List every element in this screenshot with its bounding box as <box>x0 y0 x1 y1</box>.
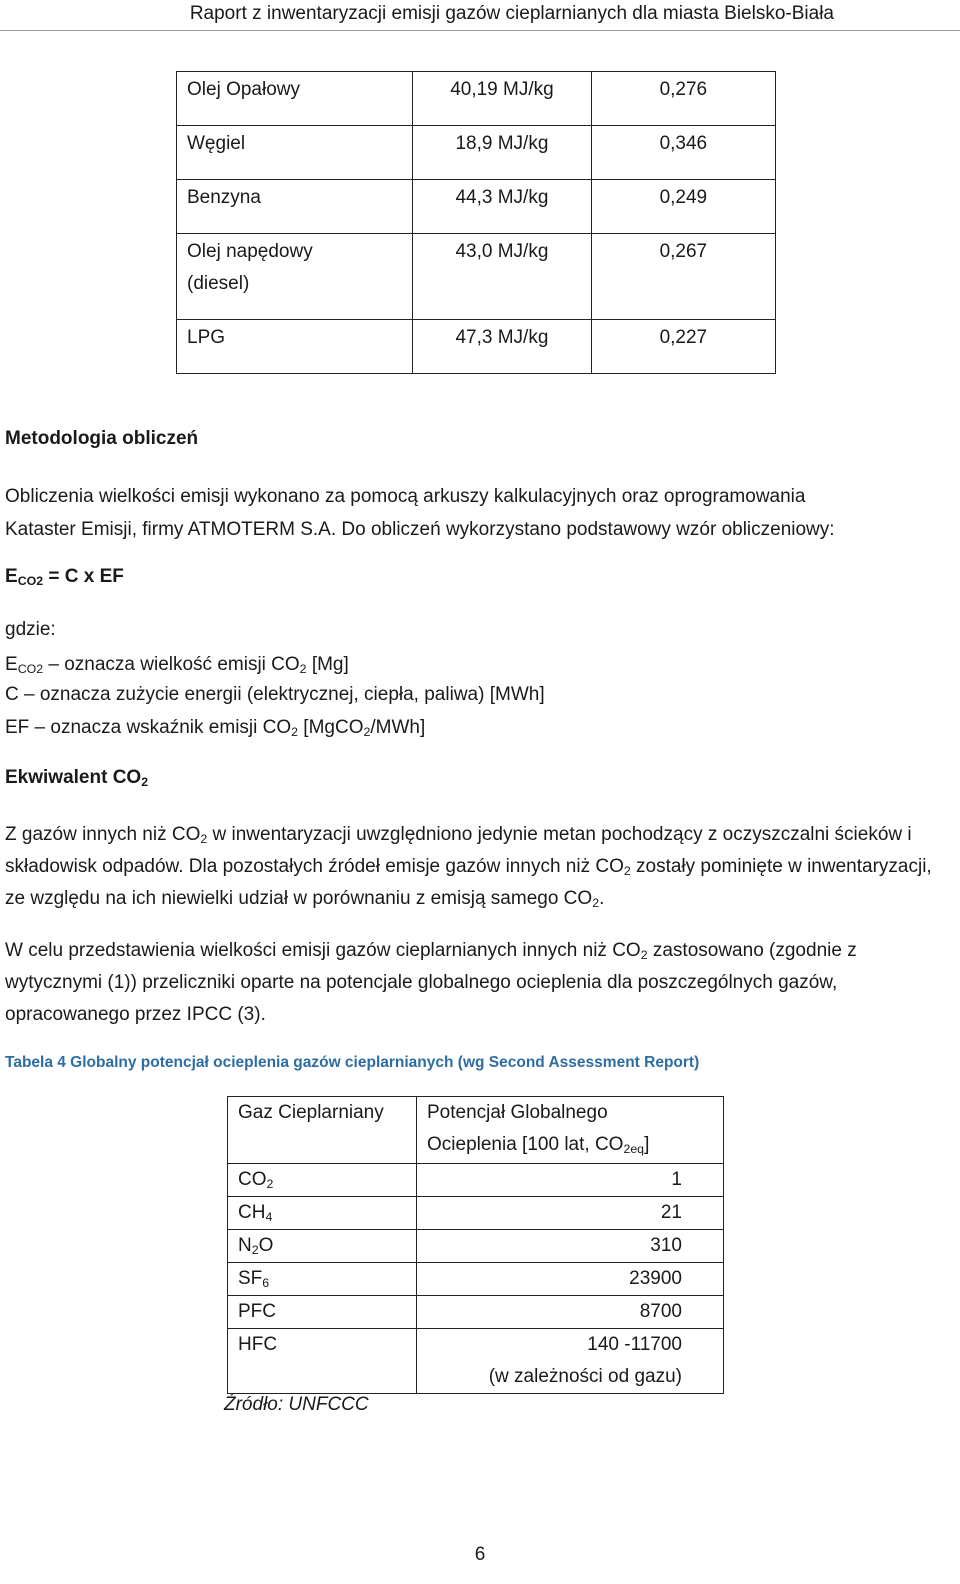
def3-sub: 2 <box>291 725 299 740</box>
gas-value: 310 <box>417 1230 724 1263</box>
fuel-calorific: 40,19 MJ/kg <box>413 72 592 126</box>
methodology-line1: Obliczenia wielkości emisji wykonano za pomocą arkuszy kalkulacyjnych oraz oprogramowania <box>5 486 806 507</box>
def1-sub: CO2 <box>17 662 44 677</box>
fuel-calorific: 47,3 MJ/kg <box>413 320 592 374</box>
formula-rest: = C x EF <box>43 566 124 587</box>
gas-value: 1 <box>417 1164 724 1197</box>
fuel-name-line2: (diesel) <box>187 273 250 294</box>
formula <box>5 566 124 588</box>
fuel-calorific: 44,3 MJ/kg <box>413 180 592 234</box>
fuel-factor: 0,346 <box>591 126 775 180</box>
methodology-line2: Kataster Emisji, firmy ATMOTERM S.A. Do obliczeń wykorzystano podstawowy wzór obliczeniowy: <box>5 519 835 540</box>
table-row <box>177 126 776 180</box>
fuel-factor: 0,227 <box>591 320 775 374</box>
gas-sub: 4 <box>265 1210 273 1225</box>
gwp-table <box>227 1096 724 1394</box>
equivalent-paragraph-1 <box>5 819 945 915</box>
p2-c: zostały pominięte w inwentaryzacji, ze względu na ich niewielki udział w porównaniu z emisją samego CO <box>5 856 932 909</box>
definition-ef <box>5 713 425 743</box>
header-potential-end: ] <box>644 1134 650 1155</box>
table-row <box>177 180 776 234</box>
table-row <box>228 1230 724 1263</box>
gas-end: O <box>258 1235 274 1256</box>
fuel-factor: 0,276 <box>591 72 775 126</box>
table-row <box>177 72 776 126</box>
header-title: Raport z inwentaryzacji emisji gazów cieplarnianych dla miasta Bielsko-Biała <box>189 3 834 24</box>
gas-name: PFC <box>228 1296 417 1329</box>
p2-sub1: 2 <box>200 832 208 847</box>
gas-text: N <box>238 1235 252 1256</box>
header-potential-line1: Potencjał Globalnego <box>427 1102 608 1123</box>
formula-sub: CO2 <box>17 574 44 589</box>
methodology-paragraph <box>5 480 935 546</box>
page-number: 6 <box>474 1544 486 1565</box>
def3-text: EF – oznacza wskaźnik emisji CO <box>5 717 292 738</box>
p3-a: W celu przedstawienia wielkości emisji gazów cieplarnianych innych niż CO <box>5 940 641 961</box>
equivalent-heading <box>5 767 148 789</box>
gas-name <box>228 1164 417 1197</box>
header-potential-sub: 2eq <box>623 1142 645 1157</box>
fuel-name: Węgiel <box>177 126 413 180</box>
def3-end: /MWh] <box>370 717 426 738</box>
definition-c: C – oznacza zużycie energii (elektrycznej, ciepła, paliwa) [MWh] <box>5 684 545 705</box>
p3-b: zastosowano (zgodnie z wytycznymi (1)) przeliczniki oparte na potencjale globalnego ocieplenia dla poszczególnych gazów, opracowanego przez IPCC (3). <box>5 940 857 1025</box>
gas-text: SF <box>238 1268 263 1289</box>
header-gas: Gaz Cieplarniany <box>228 1097 417 1164</box>
gas-value-note: (w zależności od gazu) <box>488 1366 682 1387</box>
gas-name: HFC <box>228 1329 417 1394</box>
def3-sub2: 2 <box>363 725 371 740</box>
gas-value-cell <box>417 1329 724 1394</box>
table-row <box>177 320 776 374</box>
equivalent-paragraph-2 <box>5 935 945 1031</box>
table-row <box>228 1263 724 1296</box>
fuel-name: Olej Opałowy <box>177 72 413 126</box>
fuel-name: LPG <box>177 320 413 374</box>
methodology-heading: Metodologia obliczeń <box>5 428 199 449</box>
gas-name <box>228 1263 417 1296</box>
table-row <box>228 1296 724 1329</box>
gas-sub: 2 <box>266 1177 274 1192</box>
gas-value: 23900 <box>417 1263 724 1296</box>
equivalent-heading-sub: 2 <box>141 775 149 790</box>
def3-mid: [MgCO <box>298 717 364 738</box>
table-row <box>228 1197 724 1230</box>
table-caption: Tabela 4 Globalny potencjał ocieplenia gazów cieplarnianych (wg Second Assessment Report) <box>5 1054 700 1071</box>
fuel-name-cell <box>177 234 413 320</box>
p2-sub2: 2 <box>623 864 631 879</box>
fuel-name: Benzyna <box>177 180 413 234</box>
fuel-factor: 0,267 <box>591 234 775 320</box>
header-potential-line2 <box>427 1129 682 1161</box>
def1-text: – oznacza wielkość emisji CO <box>43 654 300 675</box>
definition-e <box>5 650 349 680</box>
table-row <box>177 234 776 320</box>
running-header <box>0 0 960 31</box>
gdzie-label: gdzie: <box>5 619 56 640</box>
header-potential-line2-text: Ocieplenia [100 lat, CO <box>427 1134 624 1155</box>
p2-a: Z gazów innych niż CO <box>5 824 201 845</box>
table-header-row <box>228 1097 724 1164</box>
def1-e: E <box>5 654 18 675</box>
p2-d: . <box>599 888 605 909</box>
gas-value: 140 -11700 <box>587 1334 682 1355</box>
gas-name <box>228 1230 417 1263</box>
gas-sub: 6 <box>262 1276 270 1291</box>
p2-sub3: 2 <box>592 896 600 911</box>
formula-e: E <box>5 566 18 587</box>
gas-value: 8700 <box>417 1296 724 1329</box>
fuel-name: Olej napędowy <box>187 241 313 262</box>
def1-end: [Mg] <box>306 654 349 675</box>
fuel-factor: 0,249 <box>591 180 775 234</box>
gas-value: 21 <box>417 1197 724 1230</box>
p3-sub: 2 <box>640 948 648 963</box>
table-row <box>228 1329 724 1394</box>
table-row <box>228 1164 724 1197</box>
table-source: Źródło: UNFCCC <box>224 1394 369 1415</box>
fuel-calorific: 18,9 MJ/kg <box>413 126 592 180</box>
fuel-calorific: 43,0 MJ/kg <box>413 234 592 320</box>
gas-name <box>228 1197 417 1230</box>
gas-text: CO <box>238 1169 267 1190</box>
fuel-table <box>176 71 776 374</box>
header-potential <box>417 1097 724 1164</box>
gas-sub: 2 <box>251 1243 259 1258</box>
def1-sub2: 2 <box>299 662 307 677</box>
equivalent-heading-text: Ekwiwalent CO <box>5 767 142 788</box>
p2-b: w inwentaryzacji uwzględniono jedynie metan pochodzący z oczyszczalni ścieków i składowisk odpadów. Dla pozostałych źródeł emisje gazów innych niż CO <box>5 824 912 877</box>
gas-text: CH <box>238 1202 266 1223</box>
